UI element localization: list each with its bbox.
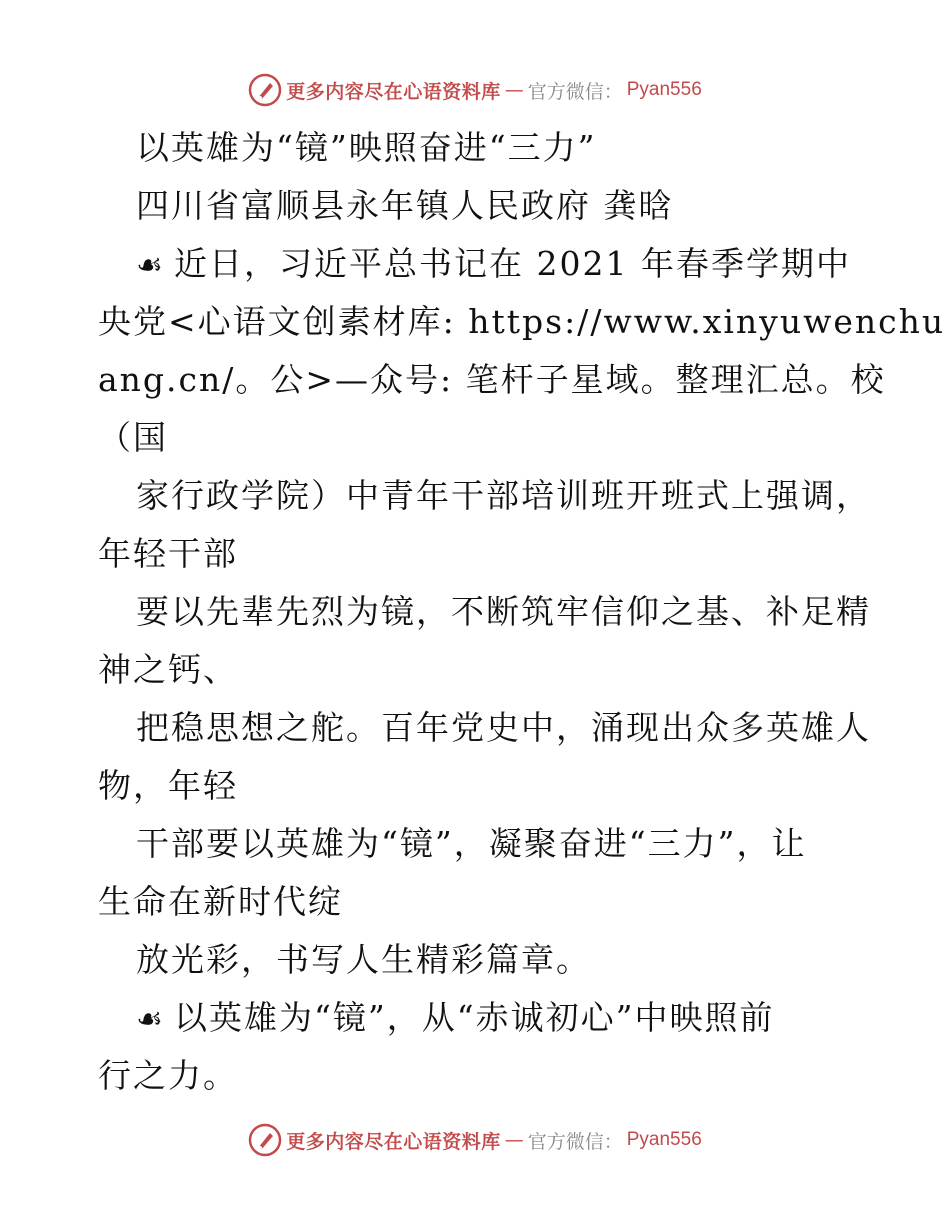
brand-text: 更多内容尽在心语资料库 bbox=[286, 1130, 501, 1153]
paragraph-line: 生命在新时代绽 bbox=[98, 882, 343, 921]
paragraph-line: 要以先辈先烈为镜，不断筑牢信仰之基、补足精 bbox=[136, 592, 871, 631]
official-label: 官方微信： bbox=[527, 1130, 623, 1153]
author-line: 四川省富顺县永年镇人民政府 龚晗 bbox=[136, 186, 674, 225]
bullet-icon: ☙ bbox=[136, 1002, 165, 1037]
paragraph-line: （国 bbox=[98, 418, 168, 457]
pen-logo-icon bbox=[248, 1123, 282, 1157]
paragraph-line: ☙ 以英雄为“镜”，从“赤诚初心”中映照前 bbox=[98, 989, 858, 1047]
paragraph-line: 行之力。 bbox=[98, 1056, 238, 1095]
document-body bbox=[98, 119, 946, 1105]
paragraph-line: 把稳思想之舵。百年党史中，涌现出众多英雄人 bbox=[136, 708, 871, 747]
header-banner bbox=[0, 72, 950, 108]
banner-dash: — bbox=[504, 1129, 524, 1151]
paragraph-line: 神之钙、 bbox=[98, 650, 238, 689]
paragraph-line: 物，年轻 bbox=[98, 766, 238, 805]
paragraph-line: 干部要以英雄为“镜”，凝聚奋进“三力”，让 bbox=[136, 824, 807, 863]
bullet-icon: ☙ bbox=[136, 248, 165, 283]
footer-banner bbox=[0, 1122, 950, 1158]
wechat-id: Pyan556 bbox=[626, 1129, 702, 1150]
paragraph-line: 央党<心语文创素材库: https://www.xinyuwenchu bbox=[98, 302, 946, 341]
paragraph-line: ☙ 近日，习近平总书记在 2021 年春季学期中 bbox=[98, 235, 858, 293]
paragraph-line: 放光彩，书写人生精彩篇章。 bbox=[136, 940, 591, 979]
banner-dash: — bbox=[504, 79, 524, 101]
paragraph-line: 年轻干部 bbox=[98, 534, 238, 573]
pen-logo-icon bbox=[248, 73, 282, 107]
official-label: 官方微信： bbox=[527, 80, 623, 103]
paragraph-line: ang.cn/。公>—众号: 笔杆子星域。整理汇总。校 bbox=[98, 360, 886, 399]
wechat-id: Pyan556 bbox=[626, 79, 702, 100]
paragraph-line: 家行政学院）中青年干部培训班开班式上强调， bbox=[136, 476, 871, 515]
document-title: 以英雄为“镜”映照奋进“三力” bbox=[136, 128, 597, 167]
brand-text: 更多内容尽在心语资料库 bbox=[286, 80, 501, 103]
